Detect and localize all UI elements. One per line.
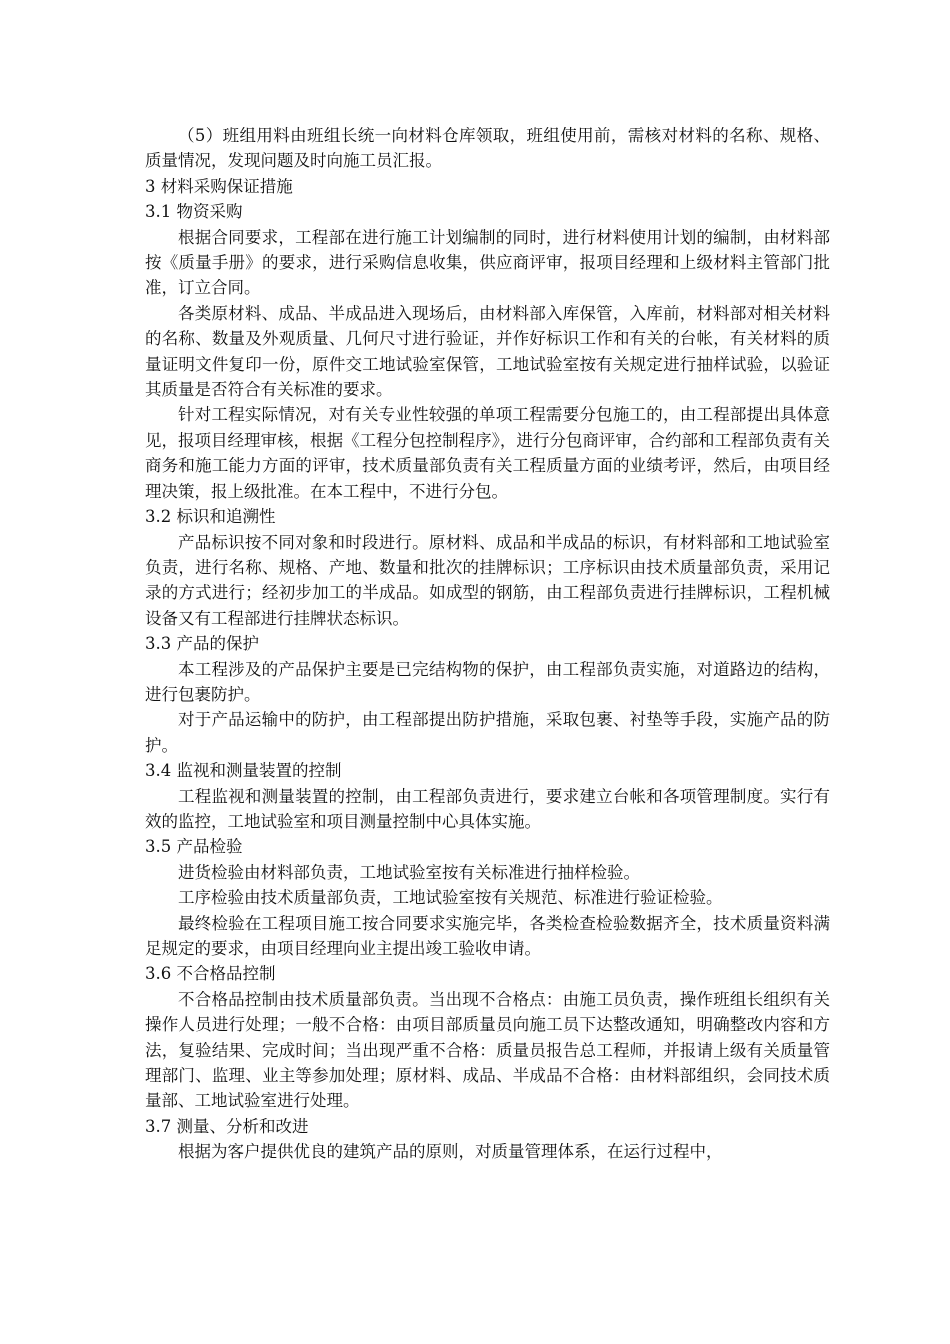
paragraph-procurement-plan: 根据合同要求，工程部在进行施工计划编制的同时，进行材料使用计划的编制，由材料部按《质量手册》的要求，进行采购信息收集，供应商评审，报项目经理和上级材料主管部门批准，订立合同。: [145, 227, 830, 298]
paragraph-structure-protection: 本工程涉及的产品保护主要是已完结构物的保护，由工程部负责实施，对道路边的结构，进行包裹防护。: [145, 659, 830, 704]
subsection-heading-3-3: 3.3 产品的保护: [145, 634, 259, 654]
paragraph-material-inspection: 各类原材料、成品、半成品进入现场后，由材料部入库保管，入库前，材料部对相关材料的名称、数量及外观质量、几何尺寸进行验证，并作好标识工作和有关的台帐，有关材料的质量证明文件复印一份，原件交工地试验室保管，工地试验室按有关规定进行抽样试验，以验证其质量是否符合有关标准的要求。: [145, 303, 830, 400]
subsection-heading-3-5: 3.5 产品检验: [145, 837, 243, 857]
paragraph-improvement: 根据为客户提供优良的建筑产品的原则，对质量管理体系，在运行过程中，: [178, 1142, 723, 1162]
paragraph-final-inspection: 最终检验在工程项目施工按合同要求实施完毕，各类检查检验数据齐全，技术质量资料满足规定的要求，由项目经理向业主提出竣工验收申请。: [145, 913, 830, 958]
subsection-heading-3-6: 3.6 不合格品控制: [145, 964, 276, 984]
subsection-heading-3-4: 3.4 监视和测量装置的控制: [145, 761, 342, 781]
paragraph-product-identification: 产品标识按不同对象和时段进行。原材料、成品和半成品的标识，有材料部和工地试验室负责，进行名称、规格、产地、数量和批次的挂牌标识；工序标识由技术质量部负责，采用记录的方式进行；经初步加工的半成品。如成型的钢筋，由工程部负责进行挂牌标识，工程机械设备又有工程部进行挂牌状态标识。: [145, 532, 830, 628]
paragraph-incoming-inspection: 进货检验由材料部负责，工地试验室按有关标准进行抽样检验。: [178, 862, 640, 882]
paragraph-team-material-use: （5）班组用料由班组长统一向材料仓库领取，班组使用前，需核对材料的名称、规格、质量情况，发现问题及时向施工员汇报。: [145, 126, 830, 171]
paragraph-nonconforming-control: 不合格品控制由技术质量部负责。当出现不合格点：由施工员负责，操作班组长组织有关操作人员进行处理；一般不合格：由项目部质量员向施工员下达整改通知，明确整改内容和方法，复验结果、完成时间；当出现严重不合格：质量员报告总工程师，并报请上级有关质量管理部门、监理、业主等参加处理；原材料、成品、半成品不合格：由材料部组织，会同技术质量部、工地试验室进行处理。: [145, 989, 830, 1111]
section-heading-3: 3 材料采购保证措施: [145, 176, 293, 196]
subsection-heading-3-7: 3.7 测量、分析和改进: [145, 1116, 309, 1136]
subsection-heading-3-2: 3.2 标识和追溯性: [145, 507, 276, 527]
paragraph-process-inspection: 工序检验由技术质量部负责，工地试验室按有关规范、标准进行验证检验。: [178, 888, 723, 908]
paragraph-measuring-device-control: 工程监视和测量装置的控制，由工程部负责进行，要求建立台帐和各项管理制度。实行有效的监控，工地试验室和项目测量控制中心具体实施。: [145, 786, 830, 831]
paragraph-subcontracting: 针对工程实际情况，对有关专业性较强的单项工程需要分包施工的，由工程部提出具体意见，报项目经理审核，根据《工程分包控制程序》，进行分包商评审，合约部和工程部负责有关商务和施工能力方面的评审，技术质量部负责有关工程质量方面的业绩考评，然后，由项目经理决策，报上级批准。在本工程中，不进行分包。: [145, 405, 830, 501]
paragraph-transport-protection: 对于产品运输中的防护，由工程部提出防护措施，采取包裹、衬垫等手段，实施产品的防护。: [145, 710, 830, 755]
subsection-heading-3-1: 3.1 物资采购: [145, 202, 243, 222]
